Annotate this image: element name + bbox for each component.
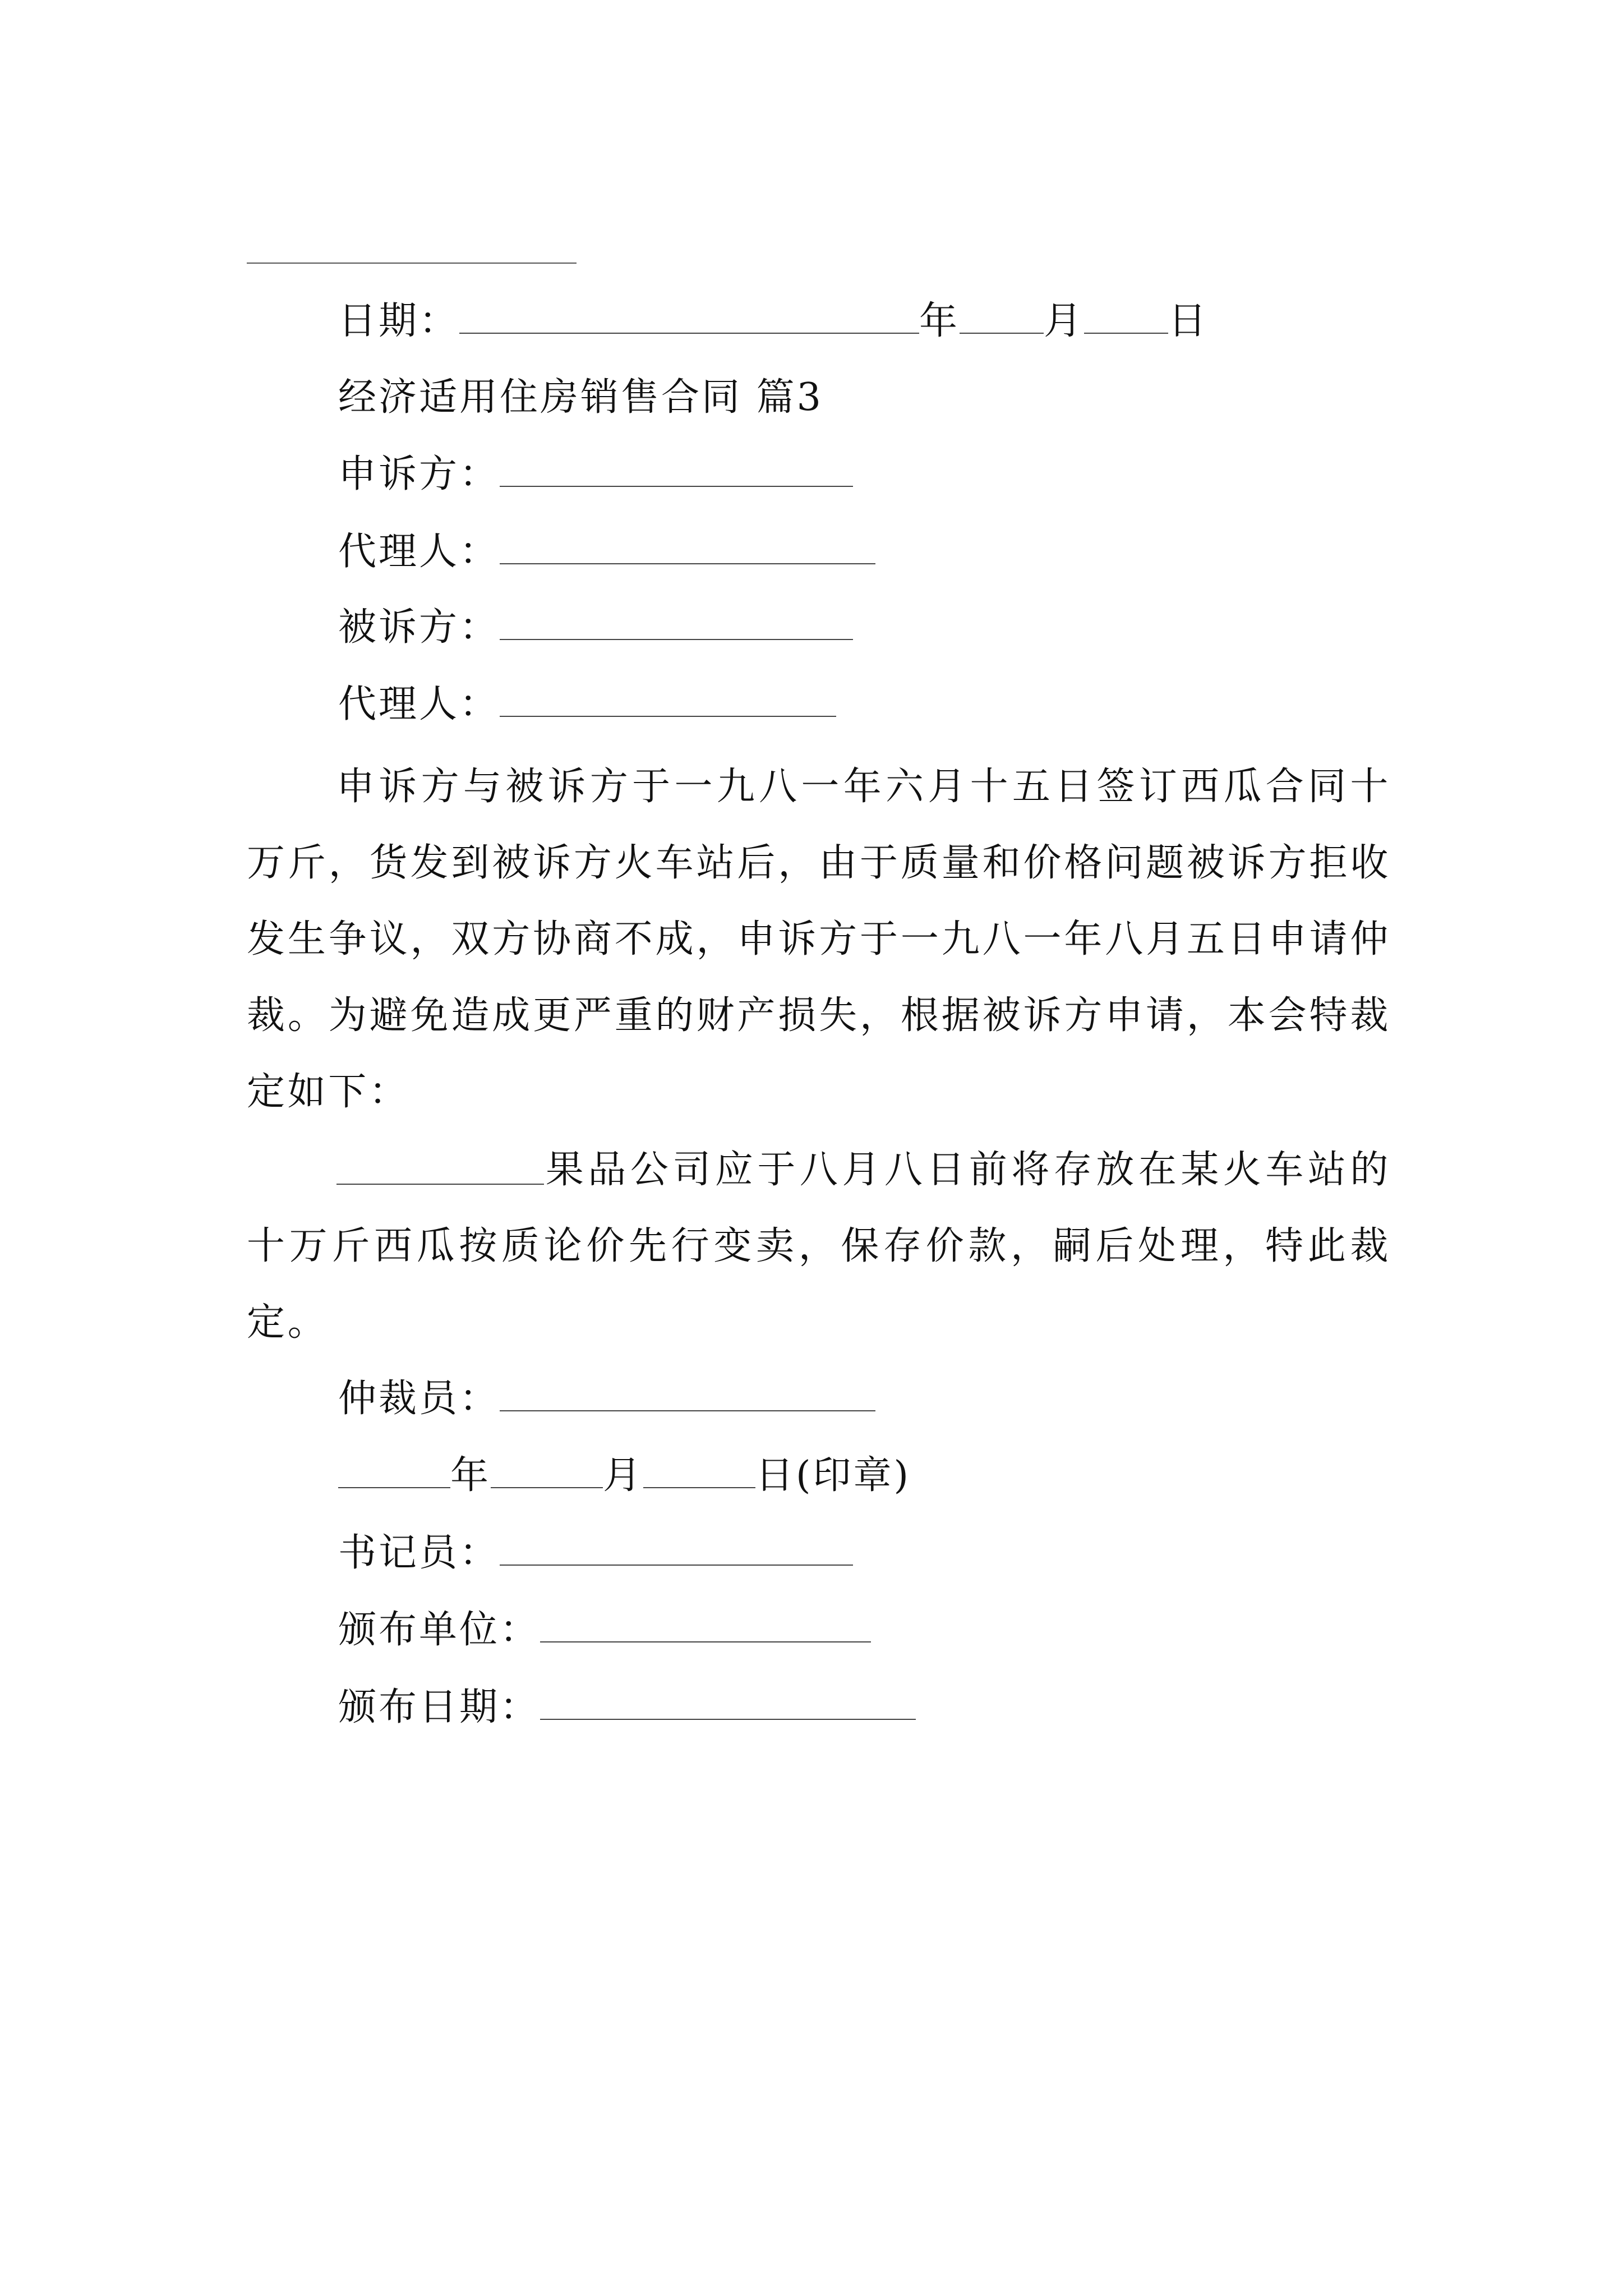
respondent-blank bbox=[500, 608, 853, 640]
ruling-background-paragraph: 申诉方与被诉方于一九八一年六月十五日签订西瓜合同十万斤，货发到被诉方火车站后，由于质量和价格问题被诉方拒收发生争议，双方协商不成，申诉方于一九八一年八月五日申请仲裁。为避免造成更严重的财产损失，根据被诉方申请，本会特裁定如下： bbox=[247, 765, 1391, 1114]
issuer-label: 颁布单位： bbox=[338, 1608, 541, 1652]
respondent-label: 被诉方： bbox=[338, 605, 500, 650]
appellant-agent-label: 代理人： bbox=[338, 530, 500, 574]
date-month-label: 月 bbox=[1044, 299, 1085, 343]
issue-date-blank bbox=[540, 1687, 916, 1720]
appellant-agent-line bbox=[338, 530, 875, 574]
date-month-blank bbox=[960, 301, 1044, 334]
clerk-label: 书记员： bbox=[338, 1531, 500, 1575]
date-line bbox=[338, 301, 1209, 341]
seal-day-label: 日(印章) bbox=[755, 1453, 911, 1498]
ruling-decision-text: 果品公司应于八月八日前将存放在某火车站的十万斤西瓜按质论价先行变卖，保存价款，嗣后处理，特此裁定。 bbox=[247, 1148, 1391, 1345]
issuer-blank bbox=[540, 1610, 871, 1642]
seal-month-blank bbox=[491, 1456, 603, 1488]
seal-date-line bbox=[338, 1453, 911, 1498]
seal-year-label: 年 bbox=[450, 1453, 491, 1498]
appellant-line bbox=[338, 454, 853, 494]
clerk-line bbox=[338, 1531, 853, 1575]
seal-month-label: 月 bbox=[603, 1453, 644, 1498]
arbitrator-label: 仲裁员： bbox=[338, 1377, 500, 1421]
appellant-label: 申诉方： bbox=[338, 452, 500, 496]
date-day-label: 日 bbox=[1168, 299, 1209, 343]
issuer-line bbox=[338, 1608, 871, 1652]
date-blank bbox=[459, 301, 919, 334]
date-year-label: 年 bbox=[919, 299, 960, 343]
section-title: 经济适用住房销售合同 篇3 bbox=[338, 375, 823, 420]
top-divider-line bbox=[247, 263, 577, 264]
respondent-agent-blank bbox=[500, 684, 836, 717]
company-name-blank bbox=[336, 1152, 544, 1185]
appellant-blank bbox=[500, 454, 853, 487]
arbitrator-blank bbox=[500, 1379, 875, 1411]
appellant-agent-blank bbox=[500, 532, 875, 564]
date-day-blank bbox=[1084, 301, 1168, 334]
issue-date-line bbox=[338, 1687, 916, 1727]
respondent-agent-label: 代理人： bbox=[338, 682, 500, 726]
respondent-line bbox=[338, 605, 853, 650]
respondent-agent-line bbox=[338, 684, 836, 724]
date-label: 日期： bbox=[338, 299, 460, 343]
arbitrator-line bbox=[338, 1377, 875, 1421]
clerk-blank bbox=[500, 1533, 853, 1566]
seal-day-blank bbox=[643, 1456, 755, 1488]
issue-date-label: 颁布日期： bbox=[338, 1685, 541, 1729]
ruling-decision-paragraph bbox=[247, 1132, 1391, 1361]
seal-year-blank bbox=[338, 1456, 450, 1488]
